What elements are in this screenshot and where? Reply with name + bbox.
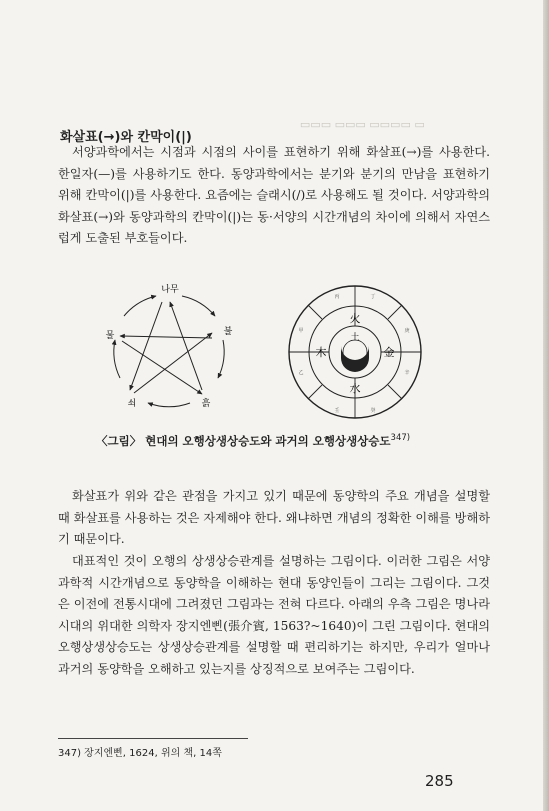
- label-earth: 흙: [201, 399, 211, 409]
- svg-text:甲: 甲: [298, 328, 304, 334]
- label-fire: 불: [223, 327, 233, 337]
- page-edge: [543, 0, 549, 811]
- svg-text:丁: 丁: [370, 294, 376, 300]
- modern-five-phase-diagram: [90, 278, 250, 423]
- section-heading: 화살표(→)와 칸막이(|): [60, 130, 192, 145]
- footnote-divider: [58, 738, 248, 739]
- svg-text:乙: 乙: [298, 370, 304, 376]
- star-arrow: [122, 341, 202, 394]
- footnote: 347) 장지엔삔, 1624, 위의 책, 14쪽: [58, 748, 222, 759]
- svg-text:壬: 壬: [334, 408, 340, 414]
- svg-text:辛: 辛: [404, 370, 410, 376]
- char-metal: 金: [383, 346, 395, 359]
- cycle-arrow: [114, 340, 120, 378]
- traditional-five-phase-diagram: [285, 282, 425, 422]
- paragraph-arrow-caution: 화살표가 위와 같은 관점을 가지고 있기 때문에 동양학의 주요 개념을 설명할 때 화살표를 사용하는 것은 자제해야 한다. 왜냐하면 개념의 정확한 이해를 방해하기 때문이다.: [58, 489, 490, 546]
- figure-caption: [96, 433, 410, 449]
- star-arrow: [130, 302, 162, 390]
- paragraph-representative: 대표적인 것이 오행의 상생상승관계를 설명하는 그림이다. 이러한 그림은 서양과학적 시간개념으로 동양학을 이해하는 현대 동양인들이 그리는 그림이다. 그것은 이전에 전통시대에 그려졌던 그림과는 전혀 다르다. 아래의 우측 그림은 명나라시대의 위대한 의학자 장지엔삔(張介賓, 1563?~1640)이 그린 그림이다. 현대의 오행상생상승도는 상생상승관계를 설명할 때 편리하기는 하지만, 우리가 얼마나 과거의 동양학을 오해하고 있는지를 상징적으로 보여주는 그림이다.: [58, 554, 490, 676]
- paragraph-intro: 서양과학에서는 시점과 시점의 사이를 표현하기 위해 화살표(→)를 사용한다. 한일자(—)를 사용하기도 한다. 동양과학에서는 분기와 분기의 만남을 표현하기 위해 칸막이(|)를 사용한다. 요즘에는 슬래시(/)로 사용해도 될 것이다. 서양과학의 화살표(→)와 동양과학의 칸막이(|)는 동·서양의 시간개념의 차이에 의해서 자연스럽게 도출된 부호들이다.: [58, 145, 490, 245]
- cycle-arrow: [218, 340, 224, 378]
- star-arrow: [170, 302, 202, 390]
- char-fire: 火: [349, 312, 361, 325]
- cycle-arrow: [148, 403, 190, 407]
- svg-text:癸: 癸: [370, 408, 376, 414]
- label-water: 물: [105, 331, 115, 341]
- label-metal: 쇠: [127, 399, 137, 409]
- char-water: 水: [349, 382, 361, 395]
- caption-text: 〈그림〉 현대의 오행상생상승도와 과거의 오행상생상승도: [96, 434, 391, 448]
- char-earth: 土: [350, 333, 360, 343]
- char-wood: 木: [315, 346, 327, 359]
- cycle-arrow: [182, 296, 215, 316]
- svg-text:丙: 丙: [334, 294, 340, 300]
- star-arrow: [120, 336, 212, 338]
- page-number: 285: [425, 772, 454, 790]
- label-wood: 나무: [161, 285, 179, 295]
- cycle-arrow: [124, 296, 156, 316]
- bleed-through-text: ▭ ▭▭▭▭ ▭▭▭ ▭▭▭: [300, 118, 425, 131]
- svg-text:庚: 庚: [404, 328, 410, 334]
- caption-footnote-ref: 347): [390, 433, 411, 444]
